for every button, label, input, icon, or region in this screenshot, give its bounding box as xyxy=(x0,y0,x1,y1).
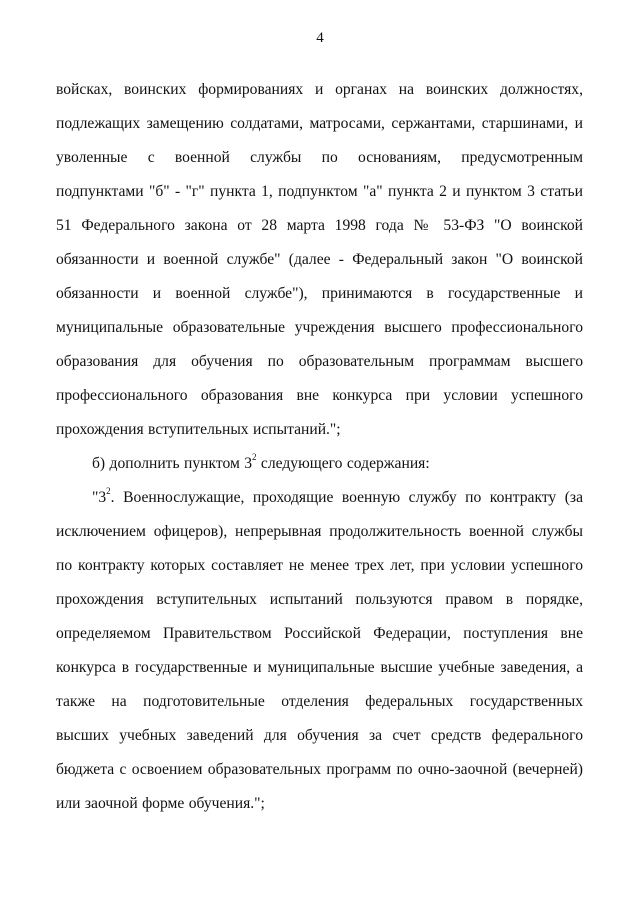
text-line: уволенные с военной службы по основаниям, предусмотренным xyxy=(56,149,583,166)
text-line: прохождения вступительных испытаний."; xyxy=(56,421,341,438)
text-line: прохождения вступительных испытаний пользуются правом в порядке, xyxy=(56,591,583,608)
text-line: войсках, воинских формированиях и органах на воинских должностях, xyxy=(56,81,583,98)
text-line: профессионального образования вне конкурса при условии успешного xyxy=(56,387,583,404)
text-line: подпунктами "б" - "г" пункта 1, подпунктом "а" пункта 2 и пунктом 3 статьи xyxy=(56,183,583,200)
superscript: 2 xyxy=(106,485,111,496)
text-line: обязанности и военной службе" (далее - Федеральный закон "О воинской xyxy=(56,251,583,268)
text-line: подлежащих замещению солдатами, матросами, сержантами, старшинами, и xyxy=(56,115,583,132)
text-line: 51 Федерального закона от 28 марта 1998 года № 53-ФЗ "О воинской xyxy=(56,217,583,234)
text-line: определяемом Правительством Российской Федерации, поступления вне xyxy=(56,625,583,642)
text-line: бюджета с освоением образовательных программ по очно-заочной (вечерней) xyxy=(56,761,583,778)
amendment-b-suffix: следующего содержания: xyxy=(256,455,430,472)
text-line: высших учебных заведений для обучения за счет средств федерального xyxy=(56,727,583,744)
text-line: или заочной форме обучения."; xyxy=(56,795,265,812)
page-number: 4 xyxy=(316,30,324,46)
superscript: 2 xyxy=(252,451,257,462)
document-body xyxy=(56,73,583,821)
amendment-b-prefix: б) дополнить пунктом 3 xyxy=(92,455,253,472)
text-line: образования для обучения по образовательным программам высшего xyxy=(56,353,583,370)
paragraph-amendment-b xyxy=(56,447,583,481)
text-line: обязанности и военной службе"), принимаются в государственные и xyxy=(56,285,583,302)
paragraph-point-3-2 xyxy=(56,481,583,821)
text-line xyxy=(56,481,583,515)
text-line: муниципальные образовательные учреждения высшего профессионального xyxy=(56,319,583,336)
text-line xyxy=(56,447,583,481)
text-line: по контракту которых составляет не менее трех лет, при условии успешного xyxy=(56,557,583,574)
text-line: также на подготовительные отделения федеральных государственных xyxy=(56,693,583,710)
paragraph-continuation xyxy=(56,73,583,447)
point-suffix: . Военнослужащие, проходящие военную службу по контракту (за xyxy=(110,489,583,506)
text-line: исключением офицеров), непрерывная продолжительность военной службы xyxy=(56,523,583,540)
text-line: конкурса в государственные и муниципальные высшие учебные заведения, а xyxy=(56,659,583,676)
point-prefix: "3 xyxy=(92,489,107,506)
